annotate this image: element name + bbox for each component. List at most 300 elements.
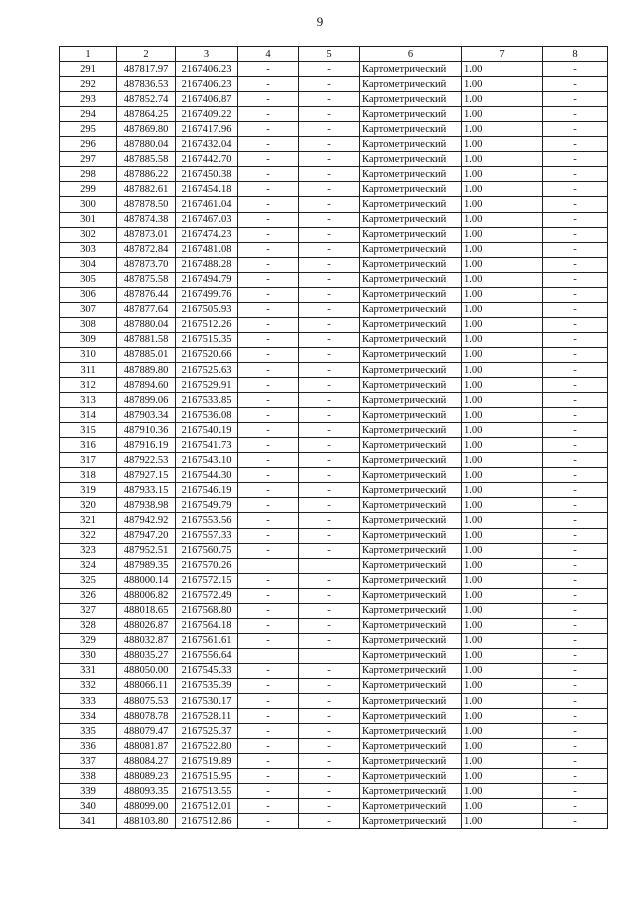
y-coordinate-cell: 2167513.55: [176, 784, 238, 799]
table-row: [60, 152, 608, 167]
table-row: [60, 603, 608, 618]
col8-cell: -: [543, 528, 608, 543]
point-number-cell: 340: [60, 799, 117, 814]
col4-cell: [238, 648, 299, 663]
accuracy-cell: 1.00: [462, 709, 543, 724]
col5-cell: -: [299, 709, 360, 724]
table-row: [60, 558, 608, 573]
accuracy-cell: 1.00: [462, 107, 543, 122]
x-coordinate-cell: 488000.14: [117, 573, 176, 588]
method-cell: Картометрический: [360, 618, 462, 633]
table-row: [60, 393, 608, 408]
accuracy-cell: 1.00: [462, 92, 543, 107]
x-coordinate-cell: 487947.20: [117, 528, 176, 543]
col8-cell: -: [543, 648, 608, 663]
accuracy-cell: 1.00: [462, 197, 543, 212]
point-number-cell: 320: [60, 498, 117, 513]
col5-cell: -: [299, 378, 360, 393]
col8-cell: -: [543, 423, 608, 438]
col4-cell: -: [238, 739, 299, 754]
col5-cell: -: [299, 332, 360, 347]
table-row: [60, 287, 608, 302]
method-cell: Картометрический: [360, 62, 462, 77]
col5-cell: -: [299, 423, 360, 438]
col8-cell: -: [543, 92, 608, 107]
point-number-cell: 330: [60, 648, 117, 663]
col4-cell: -: [238, 498, 299, 513]
point-number-cell: 297: [60, 152, 117, 167]
method-cell: Картометрический: [360, 513, 462, 528]
point-number-cell: 319: [60, 483, 117, 498]
x-coordinate-cell: 488050.00: [117, 663, 176, 678]
y-coordinate-cell: 2167545.33: [176, 663, 238, 678]
x-coordinate-cell: 487880.04: [117, 317, 176, 332]
column-header: 4: [238, 47, 299, 62]
col4-cell: -: [238, 769, 299, 784]
y-coordinate-cell: 2167515.95: [176, 769, 238, 784]
col4-cell: -: [238, 152, 299, 167]
accuracy-cell: 1.00: [462, 393, 543, 408]
y-coordinate-cell: 2167572.49: [176, 588, 238, 603]
page-number: 9: [316, 14, 324, 29]
col5-cell: -: [299, 724, 360, 739]
method-cell: Картометрический: [360, 77, 462, 92]
col8-cell: -: [543, 618, 608, 633]
accuracy-cell: 1.00: [462, 408, 543, 423]
table-row: [60, 528, 608, 543]
col4-cell: -: [238, 212, 299, 227]
y-coordinate-cell: 2167561.61: [176, 633, 238, 648]
y-coordinate-cell: 2167543.10: [176, 453, 238, 468]
y-coordinate-cell: 2167519.89: [176, 754, 238, 769]
point-number-cell: 304: [60, 257, 117, 272]
method-cell: Картометрический: [360, 543, 462, 558]
point-number-cell: 296: [60, 137, 117, 152]
x-coordinate-cell: 488006.82: [117, 588, 176, 603]
point-number-cell: 312: [60, 378, 117, 393]
x-coordinate-cell: 487889.80: [117, 362, 176, 377]
point-number-cell: 327: [60, 603, 117, 618]
accuracy-cell: 1.00: [462, 332, 543, 347]
column-header: 7: [462, 47, 543, 62]
y-coordinate-cell: 2167570.26: [176, 558, 238, 573]
accuracy-cell: 1.00: [462, 242, 543, 257]
col5-cell: -: [299, 678, 360, 693]
point-number-cell: 318: [60, 468, 117, 483]
col4-cell: -: [238, 227, 299, 242]
point-number-cell: 337: [60, 754, 117, 769]
table-row: [60, 378, 608, 393]
y-coordinate-cell: 2167541.73: [176, 438, 238, 453]
method-cell: Картометрический: [360, 528, 462, 543]
col4-cell: -: [238, 182, 299, 197]
accuracy-cell: 1.00: [462, 769, 543, 784]
x-coordinate-cell: 487880.04: [117, 137, 176, 152]
y-coordinate-cell: 2167474.23: [176, 227, 238, 242]
col5-cell: -: [299, 438, 360, 453]
point-number-cell: 292: [60, 77, 117, 92]
point-number-cell: 298: [60, 167, 117, 182]
y-coordinate-cell: 2167406.23: [176, 77, 238, 92]
col4-cell: -: [238, 167, 299, 182]
y-coordinate-cell: 2167533.85: [176, 393, 238, 408]
table-body: [60, 62, 608, 829]
y-coordinate-cell: 2167512.01: [176, 799, 238, 814]
col5-cell: -: [299, 107, 360, 122]
y-coordinate-cell: 2167512.26: [176, 317, 238, 332]
col4-cell: -: [238, 603, 299, 618]
col8-cell: -: [543, 799, 608, 814]
y-coordinate-cell: 2167467.03: [176, 212, 238, 227]
col8-cell: -: [543, 558, 608, 573]
col8-cell: -: [543, 408, 608, 423]
method-cell: Картометрический: [360, 678, 462, 693]
col8-cell: -: [543, 393, 608, 408]
y-coordinate-cell: 2167432.04: [176, 137, 238, 152]
col8-cell: -: [543, 678, 608, 693]
col5-cell: -: [299, 528, 360, 543]
col5-cell: -: [299, 287, 360, 302]
col4-cell: -: [238, 709, 299, 724]
col4-cell: -: [238, 678, 299, 693]
point-number-cell: 336: [60, 739, 117, 754]
x-coordinate-cell: 487933.15: [117, 483, 176, 498]
x-coordinate-cell: 488075.53: [117, 694, 176, 709]
col4-cell: -: [238, 483, 299, 498]
method-cell: Картометрический: [360, 769, 462, 784]
col4-cell: -: [238, 663, 299, 678]
point-number-cell: 314: [60, 408, 117, 423]
col8-cell: -: [543, 498, 608, 513]
col8-cell: -: [543, 769, 608, 784]
y-coordinate-cell: 2167488.28: [176, 257, 238, 272]
y-coordinate-cell: 2167515.35: [176, 332, 238, 347]
col8-cell: -: [543, 588, 608, 603]
point-number-cell: 310: [60, 347, 117, 362]
column-header: 1: [60, 47, 117, 62]
col5-cell: -: [299, 242, 360, 257]
point-number-cell: 315: [60, 423, 117, 438]
col8-cell: -: [543, 633, 608, 648]
accuracy-cell: 1.00: [462, 543, 543, 558]
table-row: [60, 77, 608, 92]
col5-cell: [299, 648, 360, 663]
x-coordinate-cell: 487938.98: [117, 498, 176, 513]
col5-cell: -: [299, 799, 360, 814]
point-number-cell: 299: [60, 182, 117, 197]
y-coordinate-cell: 2167499.76: [176, 287, 238, 302]
table-row: [60, 438, 608, 453]
accuracy-cell: 1.00: [462, 287, 543, 302]
x-coordinate-cell: 487875.58: [117, 272, 176, 287]
y-coordinate-cell: 2167461.04: [176, 197, 238, 212]
table-row: [60, 317, 608, 332]
col4-cell: -: [238, 453, 299, 468]
x-coordinate-cell: 487916.19: [117, 438, 176, 453]
x-coordinate-cell: 487910.36: [117, 423, 176, 438]
method-cell: Картометрический: [360, 739, 462, 754]
accuracy-cell: 1.00: [462, 227, 543, 242]
method-cell: Картометрический: [360, 378, 462, 393]
accuracy-cell: 1.00: [462, 618, 543, 633]
table-row: [60, 648, 608, 663]
method-cell: Картометрический: [360, 302, 462, 317]
x-coordinate-cell: 488093.35: [117, 784, 176, 799]
col5-cell: [299, 558, 360, 573]
x-coordinate-cell: 488032.87: [117, 633, 176, 648]
x-coordinate-cell: 488084.27: [117, 754, 176, 769]
col8-cell: -: [543, 302, 608, 317]
y-coordinate-cell: 2167494.79: [176, 272, 238, 287]
col5-cell: -: [299, 573, 360, 588]
col4-cell: -: [238, 633, 299, 648]
col5-cell: -: [299, 167, 360, 182]
method-cell: Картометрический: [360, 724, 462, 739]
method-cell: Картометрический: [360, 287, 462, 302]
table-row: [60, 769, 608, 784]
accuracy-cell: 1.00: [462, 423, 543, 438]
point-number-cell: 334: [60, 709, 117, 724]
col4-cell: -: [238, 302, 299, 317]
col4-cell: -: [238, 378, 299, 393]
method-cell: Картометрический: [360, 648, 462, 663]
table-row: [60, 724, 608, 739]
accuracy-cell: 1.00: [462, 378, 543, 393]
col8-cell: -: [543, 739, 608, 754]
y-coordinate-cell: 2167560.75: [176, 543, 238, 558]
table-row: [60, 618, 608, 633]
col8-cell: -: [543, 137, 608, 152]
col4-cell: -: [238, 272, 299, 287]
method-cell: Картометрический: [360, 347, 462, 362]
table-row: [60, 212, 608, 227]
table-row: [60, 573, 608, 588]
x-coordinate-cell: 487873.01: [117, 227, 176, 242]
col4-cell: -: [238, 362, 299, 377]
col8-cell: -: [543, 152, 608, 167]
col4-cell: -: [238, 543, 299, 558]
x-coordinate-cell: 487903.34: [117, 408, 176, 423]
col5-cell: -: [299, 393, 360, 408]
col8-cell: -: [543, 694, 608, 709]
accuracy-cell: 1.00: [462, 799, 543, 814]
table-row: [60, 453, 608, 468]
y-coordinate-cell: 2167535.39: [176, 678, 238, 693]
method-cell: Картометрический: [360, 167, 462, 182]
accuracy-cell: 1.00: [462, 588, 543, 603]
col4-cell: -: [238, 347, 299, 362]
accuracy-cell: 1.00: [462, 483, 543, 498]
method-cell: Картометрический: [360, 152, 462, 167]
col8-cell: -: [543, 287, 608, 302]
y-coordinate-cell: 2167572.15: [176, 573, 238, 588]
point-number-cell: 294: [60, 107, 117, 122]
x-coordinate-cell: 488081.87: [117, 739, 176, 754]
col8-cell: -: [543, 468, 608, 483]
point-number-cell: 301: [60, 212, 117, 227]
table-row: [60, 182, 608, 197]
method-cell: Картометрический: [360, 558, 462, 573]
point-number-cell: 335: [60, 724, 117, 739]
point-number-cell: 326: [60, 588, 117, 603]
col5-cell: -: [299, 197, 360, 212]
col4-cell: -: [238, 724, 299, 739]
accuracy-cell: 1.00: [462, 558, 543, 573]
col8-cell: -: [543, 212, 608, 227]
col5-cell: -: [299, 754, 360, 769]
method-cell: Картометрический: [360, 483, 462, 498]
x-coordinate-cell: 488089.23: [117, 769, 176, 784]
point-number-cell: 293: [60, 92, 117, 107]
x-coordinate-cell: 487885.01: [117, 347, 176, 362]
accuracy-cell: 1.00: [462, 212, 543, 227]
point-number-cell: 341: [60, 814, 117, 829]
point-number-cell: 317: [60, 453, 117, 468]
accuracy-cell: 1.00: [462, 573, 543, 588]
method-cell: Картометрический: [360, 468, 462, 483]
point-number-cell: 333: [60, 694, 117, 709]
y-coordinate-cell: 2167540.19: [176, 423, 238, 438]
x-coordinate-cell: 487922.53: [117, 453, 176, 468]
x-coordinate-cell: 487817.97: [117, 62, 176, 77]
method-cell: Картометрический: [360, 362, 462, 377]
accuracy-cell: 1.00: [462, 438, 543, 453]
col5-cell: -: [299, 152, 360, 167]
point-number-cell: 328: [60, 618, 117, 633]
point-number-cell: 307: [60, 302, 117, 317]
y-coordinate-cell: 2167409.22: [176, 107, 238, 122]
col4-cell: -: [238, 92, 299, 107]
accuracy-cell: 1.00: [462, 513, 543, 528]
point-number-cell: 322: [60, 528, 117, 543]
x-coordinate-cell: 488078.78: [117, 709, 176, 724]
method-cell: Картометрический: [360, 588, 462, 603]
x-coordinate-cell: 487869.80: [117, 122, 176, 137]
table-row: [60, 754, 608, 769]
y-coordinate-cell: 2167568.80: [176, 603, 238, 618]
col4-cell: -: [238, 77, 299, 92]
table-row: [60, 302, 608, 317]
table-header-row: [60, 47, 608, 62]
x-coordinate-cell: 487878.50: [117, 197, 176, 212]
method-cell: Картометрический: [360, 197, 462, 212]
x-coordinate-cell: 487872.84: [117, 242, 176, 257]
col8-cell: -: [543, 242, 608, 257]
accuracy-cell: 1.00: [462, 347, 543, 362]
table-row: [60, 332, 608, 347]
col5-cell: -: [299, 603, 360, 618]
point-number-cell: 302: [60, 227, 117, 242]
col5-cell: -: [299, 453, 360, 468]
y-coordinate-cell: 2167528.11: [176, 709, 238, 724]
accuracy-cell: 1.00: [462, 182, 543, 197]
x-coordinate-cell: 487836.53: [117, 77, 176, 92]
col5-cell: -: [299, 513, 360, 528]
x-coordinate-cell: 487852.74: [117, 92, 176, 107]
method-cell: Картометрический: [360, 709, 462, 724]
x-coordinate-cell: 487864.25: [117, 107, 176, 122]
coordinates-table: [59, 46, 608, 829]
x-coordinate-cell: 487894.60: [117, 378, 176, 393]
col8-cell: -: [543, 167, 608, 182]
col4-cell: -: [238, 438, 299, 453]
x-coordinate-cell: 488066.11: [117, 678, 176, 693]
point-number-cell: 295: [60, 122, 117, 137]
y-coordinate-cell: 2167505.93: [176, 302, 238, 317]
table-row: [60, 272, 608, 287]
col8-cell: -: [543, 122, 608, 137]
accuracy-cell: 1.00: [462, 62, 543, 77]
method-cell: Картометрический: [360, 814, 462, 829]
table-row: [60, 257, 608, 272]
col8-cell: -: [543, 77, 608, 92]
y-coordinate-cell: 2167525.37: [176, 724, 238, 739]
accuracy-cell: 1.00: [462, 648, 543, 663]
table-row: [60, 799, 608, 814]
x-coordinate-cell: 487899.06: [117, 393, 176, 408]
col4-cell: -: [238, 107, 299, 122]
point-number-cell: 332: [60, 678, 117, 693]
point-number-cell: 311: [60, 362, 117, 377]
col4-cell: -: [238, 754, 299, 769]
method-cell: Картометрический: [360, 423, 462, 438]
y-coordinate-cell: 2167522.80: [176, 739, 238, 754]
col5-cell: -: [299, 483, 360, 498]
table-row: [60, 784, 608, 799]
accuracy-cell: 1.00: [462, 694, 543, 709]
x-coordinate-cell: 488099.00: [117, 799, 176, 814]
point-number-cell: 316: [60, 438, 117, 453]
method-cell: Картометрический: [360, 453, 462, 468]
col5-cell: -: [299, 272, 360, 287]
method-cell: Картометрический: [360, 663, 462, 678]
method-cell: Картометрический: [360, 92, 462, 107]
table-row: [60, 137, 608, 152]
point-number-cell: 305: [60, 272, 117, 287]
col4-cell: -: [238, 528, 299, 543]
col5-cell: -: [299, 663, 360, 678]
method-cell: Картометрический: [360, 212, 462, 227]
table-row: [60, 814, 608, 829]
point-number-cell: 306: [60, 287, 117, 302]
col4-cell: -: [238, 332, 299, 347]
y-coordinate-cell: 2167544.30: [176, 468, 238, 483]
col5-cell: -: [299, 498, 360, 513]
col5-cell: -: [299, 618, 360, 633]
method-cell: Картометрический: [360, 603, 462, 618]
y-coordinate-cell: 2167512.86: [176, 814, 238, 829]
table-row: [60, 513, 608, 528]
accuracy-cell: 1.00: [462, 122, 543, 137]
method-cell: Картометрический: [360, 317, 462, 332]
accuracy-cell: 1.00: [462, 137, 543, 152]
accuracy-cell: 1.00: [462, 498, 543, 513]
col8-cell: -: [543, 107, 608, 122]
x-coordinate-cell: 487877.64: [117, 302, 176, 317]
col8-cell: -: [543, 362, 608, 377]
accuracy-cell: 1.00: [462, 167, 543, 182]
method-cell: Картометрический: [360, 408, 462, 423]
col5-cell: -: [299, 122, 360, 137]
col8-cell: -: [543, 227, 608, 242]
col5-cell: -: [299, 468, 360, 483]
x-coordinate-cell: 487927.15: [117, 468, 176, 483]
table-row: [60, 167, 608, 182]
col5-cell: -: [299, 814, 360, 829]
col8-cell: -: [543, 709, 608, 724]
method-cell: Картометрический: [360, 799, 462, 814]
col4-cell: -: [238, 799, 299, 814]
